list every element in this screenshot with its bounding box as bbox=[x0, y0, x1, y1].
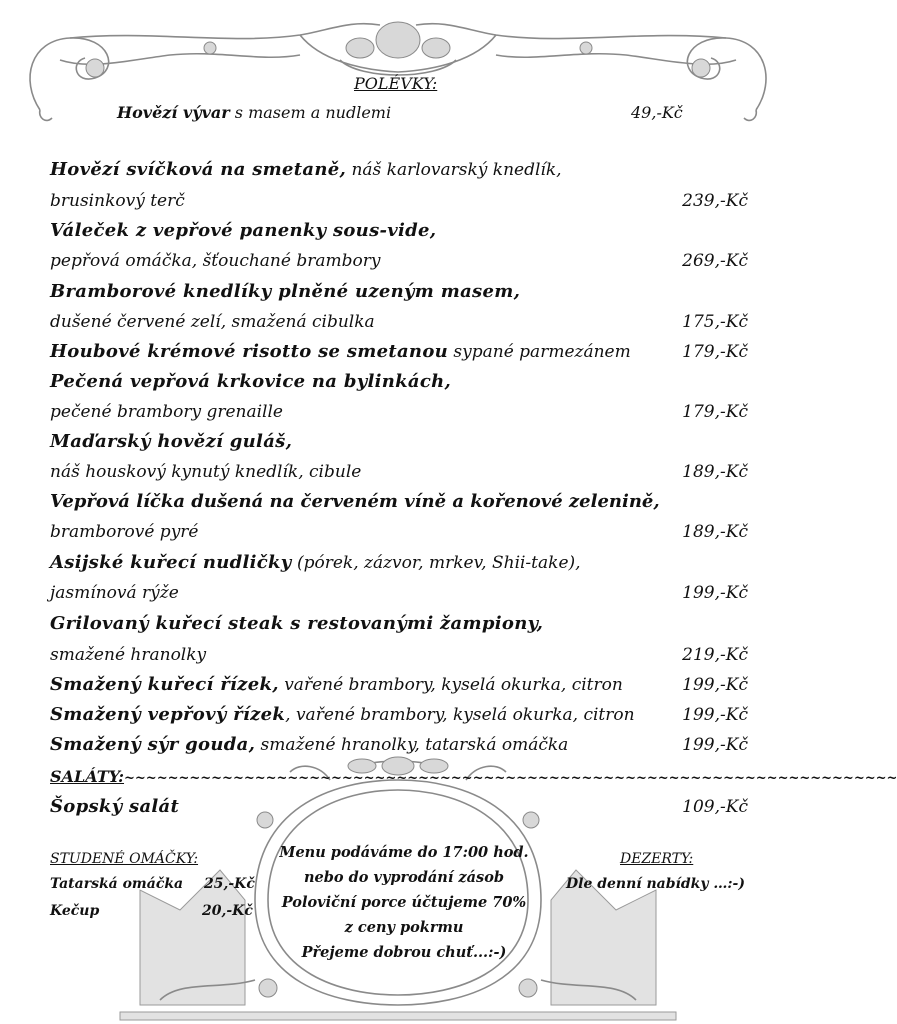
notice-line: nebo do vyprodání zásob bbox=[303, 869, 505, 886]
cold-sauce-price: 25,-Kč bbox=[204, 876, 255, 892]
dish-desc-inline: náš karlovarský knedlík, bbox=[346, 160, 562, 180]
main-dish-desc-line: brusinkový terč bbox=[50, 191, 185, 211]
main-dish-name-line bbox=[50, 675, 623, 695]
main-dish-name-line bbox=[50, 735, 568, 755]
notice-line: z ceny pokrmu bbox=[344, 919, 464, 936]
main-dish-name-line bbox=[50, 432, 292, 452]
dish-price: 189,-Kč bbox=[682, 522, 748, 542]
dish-price: 199,-Kč bbox=[682, 675, 748, 695]
dish-name: Houbové krémové risotto se smetanou bbox=[50, 341, 449, 362]
main-dish-desc-line: pepřová omáčka, šťouchané brambory bbox=[50, 251, 381, 271]
notice-line: Přejeme dobrou chuť...:-) bbox=[301, 944, 507, 961]
notice-line: Poloviční porce účtujeme 70% bbox=[281, 894, 527, 911]
main-dish-desc-line: jasmínová rýže bbox=[50, 583, 179, 603]
service-notice bbox=[262, 840, 546, 965]
notice-line: Menu podáváme do 17:00 hod. bbox=[279, 844, 529, 861]
salad-item-price: 109,-Kč bbox=[682, 797, 748, 817]
dish-name: Smažený sýr gouda, bbox=[50, 734, 256, 755]
main-dish-name-line bbox=[50, 705, 635, 725]
dish-name: Pečená vepřová krkovice na bylinkách, bbox=[50, 371, 452, 392]
dish-name: Hovězí svíčková na smetaně, bbox=[50, 159, 347, 180]
desserts-text: Dle denní nabídky …:-) bbox=[566, 876, 745, 892]
soups-heading: POLÉVKY: bbox=[354, 74, 438, 93]
main-dish-name-line bbox=[50, 221, 436, 241]
soup-item-desc: s masem a nudlemi bbox=[229, 103, 392, 122]
dish-price: 239,-Kč bbox=[682, 191, 748, 211]
soup-item-price: 49,-Kč bbox=[631, 103, 683, 122]
cold-sauce-price: 20,-Kč bbox=[202, 903, 253, 919]
dish-price: 199,-Kč bbox=[682, 735, 748, 755]
dish-price: 199,-Kč bbox=[682, 583, 748, 603]
main-dish-name-line bbox=[50, 553, 581, 573]
main-dish-desc-line: náš houskový kynutý knedlík, cibule bbox=[50, 462, 362, 482]
dish-desc-inline: smažené hranolky, tatarská omáčka bbox=[255, 735, 569, 755]
salads-header-line bbox=[50, 767, 897, 786]
main-dish-name-line bbox=[50, 160, 562, 180]
dish-name: Maďarský hovězí guláš, bbox=[50, 431, 293, 452]
dish-name: Vepřová líčka dušená na červeném víně a kořenové zelenině, bbox=[50, 491, 660, 512]
dish-desc-inline: vařené brambory, kyselá okurka, citron bbox=[278, 675, 623, 695]
dish-desc-inline: sypané parmezánem bbox=[448, 342, 631, 362]
dish-price: 199,-Kč bbox=[682, 705, 748, 725]
salads-heading: SALÁTY: bbox=[50, 767, 125, 786]
dish-price: 179,-Kč bbox=[682, 402, 748, 422]
dish-price: 269,-Kč bbox=[682, 251, 748, 271]
dish-price: 179,-Kč bbox=[682, 342, 748, 362]
main-dish-desc-line: dušené červené zelí, smažená cibulka bbox=[50, 312, 375, 332]
desserts-heading: DEZERTY: bbox=[620, 851, 694, 867]
soup-item bbox=[117, 103, 391, 122]
dish-name: Bramborové knedlíky plněné uzeným masem, bbox=[50, 281, 521, 302]
main-dish-desc-line: smažené hranolky bbox=[50, 645, 207, 665]
main-dish-name-line bbox=[50, 614, 543, 634]
salad-item bbox=[50, 797, 179, 817]
dish-name: Asijské kuřecí nudličky bbox=[50, 552, 292, 573]
main-dish-name-line bbox=[50, 282, 520, 302]
dish-name: Váleček z vepřové panenky sous-vide, bbox=[50, 220, 437, 241]
soup-item-name: Hovězí vývar bbox=[117, 103, 230, 122]
salad-item-name: Šopský salát bbox=[50, 796, 180, 817]
dish-name: Smažený vepřový řízek bbox=[50, 704, 286, 725]
dish-price: 189,-Kč bbox=[682, 462, 748, 482]
cold-sauce-name: Kečup bbox=[50, 903, 100, 919]
main-dish-desc-line: pečené brambory grenaille bbox=[50, 402, 283, 422]
dish-price: 219,-Kč bbox=[682, 645, 748, 665]
cold-sauce-name: Tatarská omáčka bbox=[50, 876, 184, 892]
main-dish-desc-line: bramborové pyré bbox=[50, 522, 199, 542]
main-dish-name-line bbox=[50, 492, 660, 512]
cold-sauces-heading: STUDENÉ OMÁČKY: bbox=[50, 851, 199, 867]
dish-name: Grilovaný kuřecí steak s restovanými žampiony, bbox=[50, 613, 544, 634]
dish-price: 175,-Kč bbox=[682, 312, 748, 332]
dish-name: Smažený kuřecí řízek, bbox=[50, 674, 279, 695]
salads-tilde-rule: ~~~~~~~~~~~~~~~~~~~~~~~~~~~~~~~~~~~~~~~~~~~~~~~~~~~~~~~~~~~~~~~~~~~~~~~ bbox=[124, 771, 897, 786]
main-dish-name-line bbox=[50, 342, 631, 362]
dish-desc-inline: , vařené brambory, kyselá okurka, citron bbox=[285, 705, 635, 725]
dish-desc-inline: (pórek, zázvor, mrkev, Shii-take), bbox=[291, 553, 581, 573]
main-dish-name-line bbox=[50, 372, 451, 392]
